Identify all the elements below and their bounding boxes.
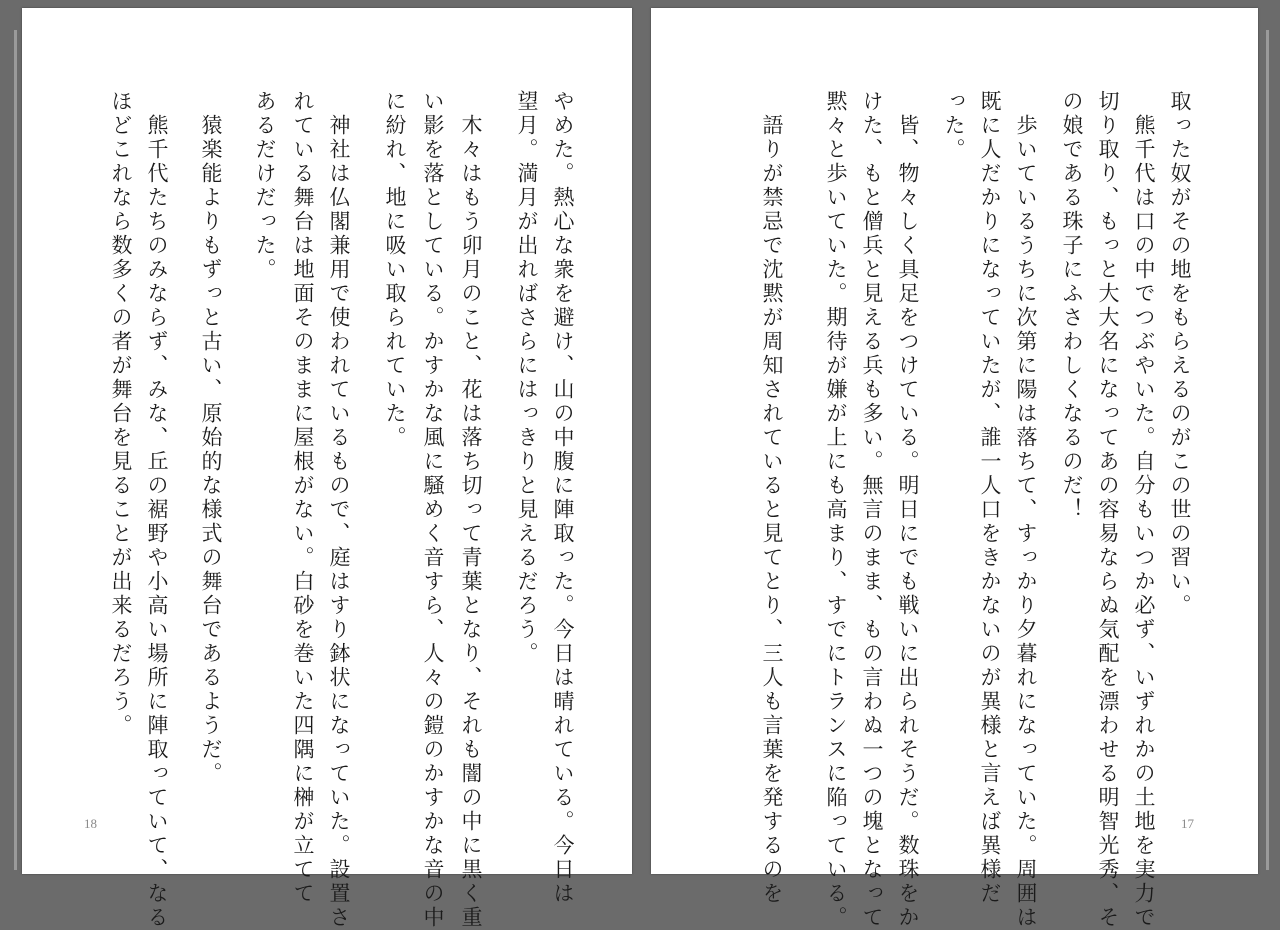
book-edge-right [1266, 30, 1269, 870]
text-line: 熊千代たちのみならず、みな、丘の裾野や小高い場所に陣取っていて、なる [145, 114, 169, 930]
text-line: 望月。満月が出ればさらにはっきりと見えるだろう。 [515, 90, 539, 666]
text-line: 皆、物々しく具足をつけている。明日にでも戦いに出られそうだ。数珠をか [896, 114, 920, 930]
text-line: れている舞台は地面そのままに屋根がない。白砂を巻いた四隅に榊が立てて [291, 90, 315, 906]
text-line: い影を落としている。かすかな風に騒めく音すら、人々の鎧のかすかな音の中 [421, 90, 445, 930]
text-line: 神社は仏閣兼用で使われているもので、庭はすり鉢状になっていた。設置さ [327, 114, 351, 930]
text-line: 黙々と歩いていた。期待が嫌が上にも高まり、すでにトランスに陥っている。 [824, 90, 848, 930]
text-line: 既に人だかりになっていたが、誰一人口をきかないのが異様と言えば異様だ [978, 90, 1002, 906]
text-line: 木々はもう卯月のこと、花は落ち切って青葉となり、それも闇の中に黒く重 [459, 114, 483, 930]
text-line: 猿楽能よりもずっと古い、原始的な様式の舞台であるようだ。 [199, 114, 223, 786]
text-line: あるだけだった。 [253, 90, 277, 282]
text-line: 切り取り、もっと大大名になってあの容易ならぬ気配を漂わせる明智光秀、そ [1096, 90, 1120, 930]
text-line: 歩いているうちに次第に陽は落ちて、すっかり夕暮れになっていた。周囲は [1014, 114, 1038, 930]
text-line: に紛れ、地に吸い取られていた。 [383, 90, 407, 450]
text-line: 語りが禁忌で沈黙が周知されていると見てとり、三人も言葉を発するのを [760, 114, 784, 906]
text-line: けた、もと僧兵と見える兵も多い。無言のまま、もの言わぬ一つの塊となって [860, 90, 884, 930]
text-line: 熊千代は口の中でつぶやいた。自分もいつか必ず、いずれかの土地を実力で [1132, 114, 1156, 930]
text-line: ほどこれなら数多くの者が舞台を見ることが出来るだろう。 [109, 90, 133, 738]
text-line: やめた。熱心な衆を避け、山の中腹に陣取った。今日は晴れている。今日は [551, 90, 575, 906]
book-edge-left [14, 30, 17, 870]
right-page [651, 8, 1258, 930]
left-page [22, 8, 632, 930]
page-number: 17 [1181, 816, 1194, 831]
page-number: 18 [84, 816, 97, 831]
text-line: った。 [942, 90, 966, 162]
text-line: 取った奴がその地をもらえるのがこの世の習い。 [1168, 90, 1192, 618]
text-line: の娘である珠子にふさわしくなるのだ！ [1060, 90, 1084, 522]
